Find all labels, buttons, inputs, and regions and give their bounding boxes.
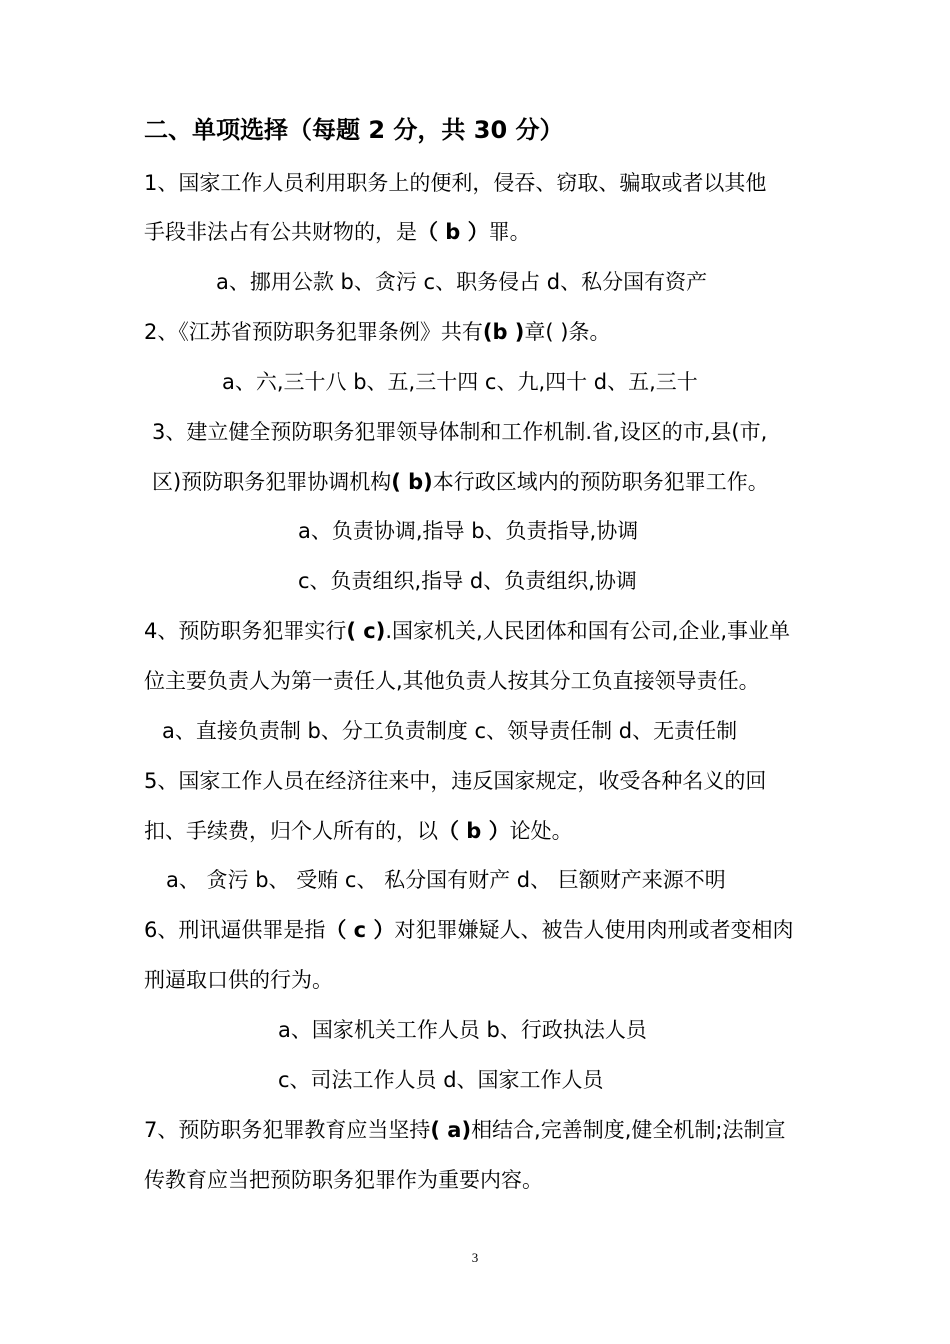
q2-text-end: 章( )条。 xyxy=(524,320,611,344)
q2-options: a、六,三十八 b、五,三十四 c、九,四十 d、五,三十 xyxy=(222,370,698,394)
q2-answer: (b ) xyxy=(482,320,525,344)
q5-options: a、 贪污 b、 受贿 c、 私分国有财产 d、 巨额财产来源不明 xyxy=(166,868,726,892)
q6-line1 xyxy=(144,915,793,945)
q1-text-end: 罪。 xyxy=(488,220,531,244)
q3-answer: ( b) xyxy=(391,470,433,494)
q4-line2: 位主要负责人为第一责任人,其他负责人按其分工负直接领导责任。 xyxy=(144,669,760,693)
q6-text: 6、刑讯逼供罪是指 xyxy=(144,918,326,942)
q6-options-1: a、国家机关工作人员 b、行政执法人员 xyxy=(278,1018,647,1042)
q4-text-end: .国家机关,人民团体和国有公司,企业,事业单 xyxy=(385,619,791,643)
q4-text: 4、预防职务犯罪实行 xyxy=(144,619,347,643)
q5-text-end: 论处。 xyxy=(509,819,573,843)
q3-options-2: c、负责组织,指导 d、负责组织,协调 xyxy=(298,569,637,593)
q7-line1 xyxy=(144,1115,786,1145)
q1-answer: （ b ） xyxy=(417,220,489,244)
q2-line1 xyxy=(144,317,610,347)
section-heading: 二、单项选择（每题 2 分，共 30 分） xyxy=(144,116,564,144)
q3-text: 区)预防职务犯罪协调机构 xyxy=(152,470,392,494)
q5-line2 xyxy=(144,816,573,846)
q7-text: 7、预防职务犯罪教育应当坚持 xyxy=(144,1118,431,1142)
q4-options: a、直接负责制 b、分工负责制度 c、领导责任制 d、无责任制 xyxy=(162,719,738,743)
q6-line2: 刑逼取口供的行为。 xyxy=(144,968,333,992)
q1-options: a、挪用公款 b、贪污 c、职务侵占 d、私分国有资产 xyxy=(216,270,708,294)
q3-line1: 3、建立健全预防职务犯罪领导体制和工作机制.省,设区的市,县(市, xyxy=(152,420,768,444)
q7-text-end: 相结合,完善制度,健全机制;法制宣 xyxy=(471,1118,786,1142)
q5-line1: 5、国家工作人员在经济往来中，违反国家规定，收受各种名义的回 xyxy=(144,769,767,793)
q6-text-end: 对犯罪嫌疑人、被告人使用肉刑或者变相肉 xyxy=(394,918,794,942)
q1-line1: 1、国家工作人员利用职务上的便利，侵吞、窃取、骗取或者以其他 xyxy=(144,171,767,195)
q3-text-end: 本行政区域内的预防职务犯罪工作。 xyxy=(432,470,769,494)
q1-text: 手段非法占有公共财物的，是 xyxy=(144,220,417,244)
q7-line2: 传教育应当把预防职务犯罪作为重要内容。 xyxy=(144,1168,543,1192)
page-number: 3 xyxy=(471,1250,479,1265)
q1-line2 xyxy=(144,217,531,247)
q6-answer: （ c ） xyxy=(325,918,395,942)
q4-line1 xyxy=(144,616,790,646)
q2-text: 2、《江苏省预防职务犯罪条例》共有 xyxy=(144,320,483,344)
q7-answer: ( a) xyxy=(430,1118,472,1142)
q4-answer: ( c) xyxy=(346,619,386,643)
q5-text: 扣、手续费，归个人所有的，以 xyxy=(144,819,438,843)
q6-options-2: c、司法工作人员 d、国家工作人员 xyxy=(278,1068,604,1092)
q5-answer: （ b ） xyxy=(438,819,510,843)
q3-options-1: a、负责协调,指导 b、负责指导,协调 xyxy=(298,519,639,543)
q3-line2 xyxy=(152,467,769,497)
